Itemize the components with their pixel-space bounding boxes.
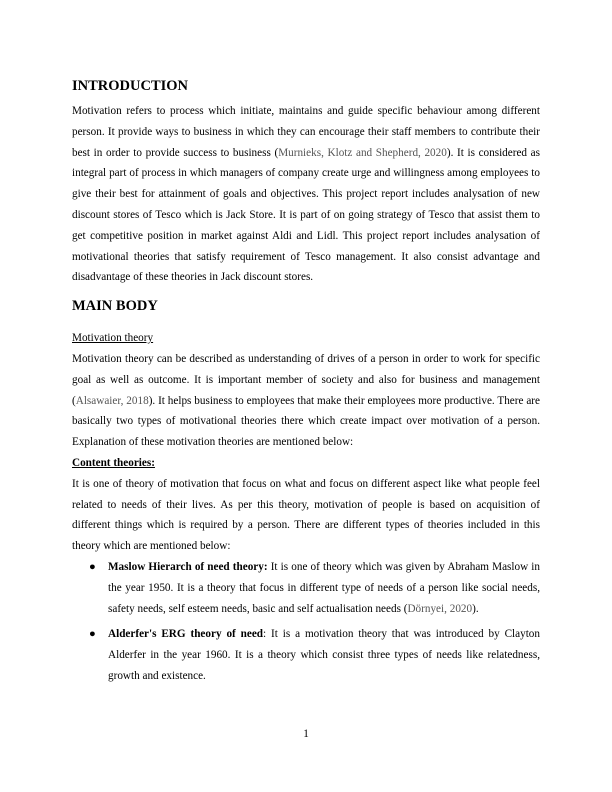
introduction-paragraph xyxy=(72,101,540,288)
citation-alsawaier: Alsawaier, 2018 xyxy=(75,394,149,407)
page-number: 1 xyxy=(303,728,309,740)
alderfer-text: : It is a motivation theory that was introduced by Clayton Alderfer in the year 1960. It is a theory which consist three types of needs like relatedness, growth and existence. xyxy=(108,628,540,682)
maslow-title: Maslow Hierarch of need theory: xyxy=(108,560,268,573)
content-theories-paragraph: It is one of theory of motivation that focus on what and focus on different aspect like what people feel related to needs of their lives. As per this theory, motivation of people is based on acquisition of different things which is required by a person. There are different types of theories included in this theory which are mentioned below: xyxy=(72,477,540,553)
list-item xyxy=(72,624,540,686)
alderfer-title: Alderfer's ERG theory of need xyxy=(108,628,264,641)
introduction-heading: INTRODUCTION xyxy=(72,78,189,94)
main-text-1: Motivation theory can be described as understanding of drives of a person in order to work for specific goal as well as outcome. It is important member of society and also for business and management ( xyxy=(72,352,540,407)
intro-text-2: ). It is considered as integral part of process in which managers of company create urge and willingness among employees to give their best for attainment of goals and objectives. This project report includes analysation of new discount stores of Tesco which is Jack Store. It is part of on going strategy of Tesco that assist them to get competitive position in market against Aldi and Lidl. This project report includes analysation of motivational theories that satisfy requirement of Tesco management. It also consist advantage and disadvantage of these theories in Jack discount stores. xyxy=(72,146,540,284)
citation-murnieks: Murnieks, Klotz and Shepherd, 2020 xyxy=(278,146,447,159)
bullet-icon: ● xyxy=(89,560,96,573)
citation-dornyei: Dörnyei, 2020 xyxy=(407,602,473,615)
theory-bullet-list xyxy=(72,557,540,687)
list-item xyxy=(72,557,540,619)
content-theories-heading: Content theories: xyxy=(72,456,155,469)
main-body-heading: MAIN BODY xyxy=(72,298,158,315)
motivation-theory-paragraph xyxy=(72,349,540,453)
maslow-tail: ). xyxy=(472,602,479,615)
main-text-2: ). It helps business to employees that make their employees more productive. There are basically two types of motivational theories there which create impact over motivation of a person. Explanation of these motivation theories are mentioned below: xyxy=(72,394,540,449)
intro-text-1: Motivation refers to process which initiate, maintains and guide specific behaviour among different person. It provide ways to business in which they can encourage their staff members to contribute their best in order to provide success to business ( xyxy=(72,105,540,159)
maslow-text: It is one of theory which was given by Abraham Maslow in the year 1950. It is a theory that focus in different type of needs of a person like social needs, safety needs, self esteem needs, basic and self actualisation needs ( xyxy=(108,560,541,615)
bullet-icon: ● xyxy=(89,628,96,641)
motivation-theory-subheading: Motivation theory xyxy=(72,332,154,345)
page-content xyxy=(72,76,540,687)
